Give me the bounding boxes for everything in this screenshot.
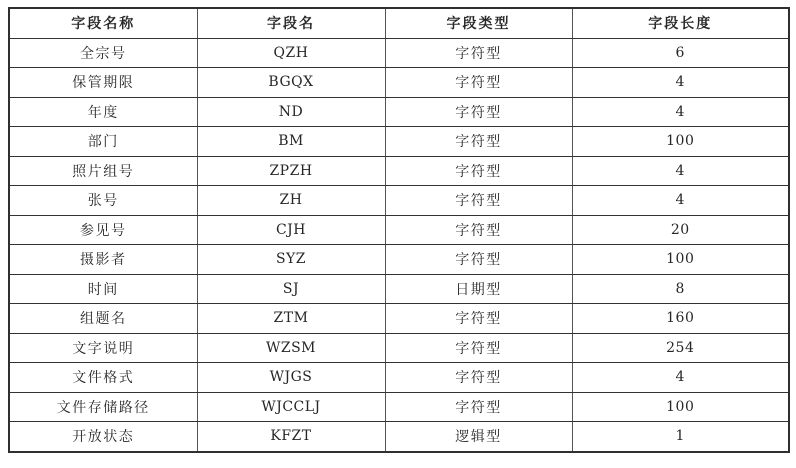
- table-cell-field-name: BGQX: [197, 68, 385, 98]
- table-row: [9, 127, 789, 157]
- header-cell: 字段长度: [572, 8, 789, 38]
- table-row: [9, 304, 789, 334]
- table-cell-field-length: 100: [572, 127, 789, 157]
- header-cell: 字段名称: [9, 8, 197, 38]
- field-definition-table: [8, 7, 790, 453]
- table-cell-field-type: 逻辑型: [385, 422, 572, 452]
- table-cell-field-name: BM: [197, 127, 385, 157]
- table-row: [9, 156, 789, 186]
- table-cell-field-length: 100: [572, 392, 789, 422]
- table-cell-field-title: 参见号: [9, 215, 197, 245]
- table-row: [9, 38, 789, 68]
- table-cell-field-title: 时间: [9, 274, 197, 304]
- table-row: [9, 274, 789, 304]
- table-cell-field-name: ZTM: [197, 304, 385, 334]
- table-cell-field-length: 4: [572, 97, 789, 127]
- table-cell-field-length: 6: [572, 38, 789, 68]
- table-cell-field-type: 字符型: [385, 38, 572, 68]
- table-cell-field-title: 文件存储路径: [9, 392, 197, 422]
- table-row: [9, 363, 789, 393]
- table-cell-field-name: SYZ: [197, 245, 385, 275]
- table-cell-field-title: 文字说明: [9, 333, 197, 363]
- table-cell-field-length: 4: [572, 156, 789, 186]
- table-cell-field-name: ZH: [197, 186, 385, 216]
- header-cell: 字段类型: [385, 8, 572, 38]
- table-row: [9, 68, 789, 98]
- table-cell-field-name: SJ: [197, 274, 385, 304]
- table-cell-field-title: 摄影者: [9, 245, 197, 275]
- table-cell-field-type: 字符型: [385, 363, 572, 393]
- table-cell-field-length: 160: [572, 304, 789, 334]
- table-cell-field-title: 保管期限: [9, 68, 197, 98]
- table-row: [9, 215, 789, 245]
- table-cell-field-title: 张号: [9, 186, 197, 216]
- table-cell-field-type: 日期型: [385, 274, 572, 304]
- table-cell-field-type: 字符型: [385, 127, 572, 157]
- table-cell-field-length: 254: [572, 333, 789, 363]
- table-cell-field-name: QZH: [197, 38, 385, 68]
- table-cell-field-title: 年度: [9, 97, 197, 127]
- table-cell-field-title: 组题名: [9, 304, 197, 334]
- table-cell-field-length: 1: [572, 422, 789, 452]
- table-cell-field-title: 照片组号: [9, 156, 197, 186]
- table-cell-field-title: 部门: [9, 127, 197, 157]
- table-cell-field-title: 文件格式: [9, 363, 197, 393]
- table-cell-field-length: 20: [572, 215, 789, 245]
- table-cell-field-type: 字符型: [385, 97, 572, 127]
- table-cell-field-length: 4: [572, 363, 789, 393]
- table-cell-field-type: 字符型: [385, 392, 572, 422]
- table-cell-field-length: 8: [572, 274, 789, 304]
- header-cell: 字段名: [197, 8, 385, 38]
- table-cell-field-name: CJH: [197, 215, 385, 245]
- table-cell-field-length: 4: [572, 68, 789, 98]
- table-cell-field-type: 字符型: [385, 215, 572, 245]
- table-cell-field-length: 100: [572, 245, 789, 275]
- table-cell-field-name: KFZT: [197, 422, 385, 452]
- table-row: [9, 392, 789, 422]
- table-cell-field-name: WZSM: [197, 333, 385, 363]
- table-row: [9, 245, 789, 275]
- table-cell-field-name: ZPZH: [197, 156, 385, 186]
- table-cell-field-type: 字符型: [385, 245, 572, 275]
- table-row: [9, 422, 789, 452]
- table-cell-field-name: WJCCLJ: [197, 392, 385, 422]
- table-cell-field-type: 字符型: [385, 304, 572, 334]
- table-cell-field-name: ND: [197, 97, 385, 127]
- table-cell-field-title: 全宗号: [9, 38, 197, 68]
- table-row: [9, 186, 789, 216]
- table-cell-field-type: 字符型: [385, 186, 572, 216]
- table-cell-field-type: 字符型: [385, 68, 572, 98]
- table-cell-field-name: WJGS: [197, 363, 385, 393]
- table-cell-field-title: 开放状态: [9, 422, 197, 452]
- table-row: [9, 333, 789, 363]
- table-cell-field-type: 字符型: [385, 333, 572, 363]
- table-cell-field-type: 字符型: [385, 156, 572, 186]
- table-cell-field-length: 4: [572, 186, 789, 216]
- table-row: [9, 97, 789, 127]
- table-body: [9, 38, 789, 452]
- table-header-row: [9, 8, 789, 38]
